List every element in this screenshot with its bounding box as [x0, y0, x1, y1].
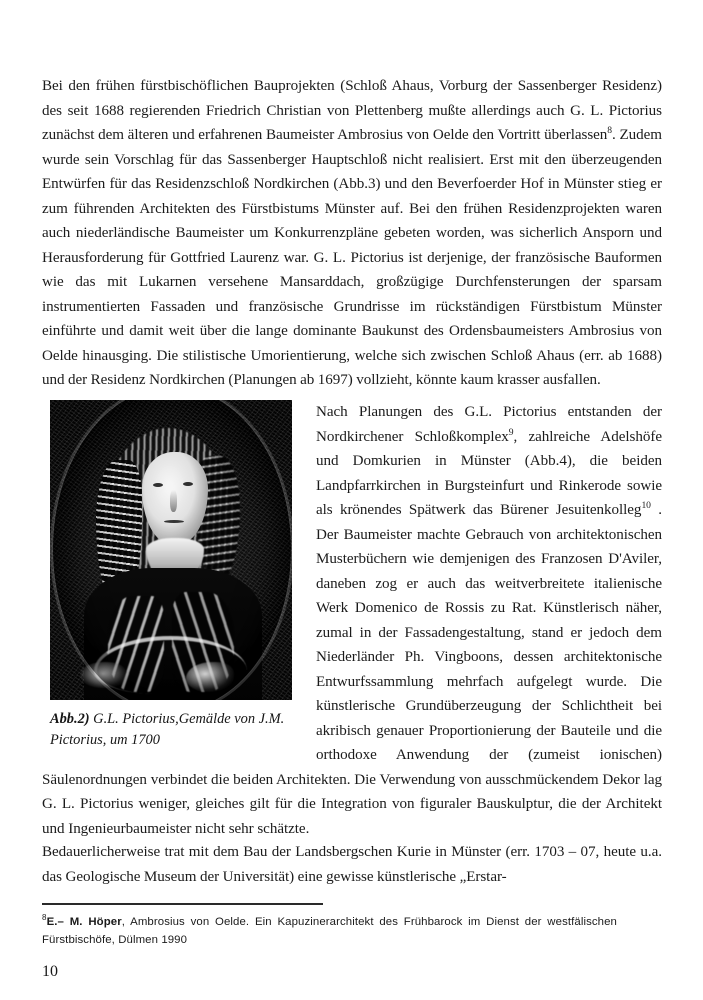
figure-and-text-block [42, 400, 662, 841]
footnote-author: E.– M. Höper [46, 916, 122, 928]
figure-caption-label: Abb.2) [50, 711, 90, 727]
footnote-entry [42, 914, 617, 949]
paragraph-intro-text-part2: . Zudem wurde sein Vorschlag für das Sassenberger Hauptschloß nicht realisiert. Erst mit den überzeugenden Entwürfen für das Residenzschloß Nordkirchen (Abb.3) und den Beverfoerder Hof in Münster stieg er zum führenden Architekten des Fürstbistums Münster auf. Bei den frühen Residenzprojekten waren auch niederländische Baumeister um Konkurrenzpläne gebeten worden, was sicherlich Ansporn und Herausforderung für Gottfried Laurenz war. G. L. Pictorius ist derjenige, der französische Bauformen wie das mit Lukarnen versehene Mansarddach, großzügige Durchfensterungen der sparsam instrumentierten Fassaden und französische Grundrisse im rückständigen Fürstbistum Münster einführte und damit weit über die lange dominante Baukunst des Ordensbaumeisters Ambrosius von Oelde hinausging. Die stilistische Umorientierung, welche sich zwischen Schloß Ahaus (err. ab 1688) und der Residenz Nordkirchen (Planungen ab 1697) vollzieht, könnte kaum krasser ausfallen. [42, 127, 662, 388]
wrap-text-part1: Nach Planungen des G.L. Pictorius entstanden der Nordkirchener Schloßkomplex [316, 404, 662, 445]
wrap-text-part2: , zahlreiche Adelshöfe und Domkurien in Münster (Abb.4), die beiden Landpfarrkirchen in Burgsteinfurt und Rinkerode sowie als krönendes Spätwerk das Bürener Jesuitenkolleg [316, 428, 662, 518]
footnote-marker-8: 8 [42, 913, 47, 923]
figure-caption [50, 709, 296, 751]
paragraph-intro [42, 74, 662, 393]
figure-caption-text: G.L. Pictorius,Gemälde von J.M. Pictorius, um 1700 [50, 711, 285, 748]
footnote-separator-rule [42, 903, 323, 905]
paragraph-intro-text-part1: Bei den frühen fürstbischöflichen Bauprojekten (Schloß Ahaus, Vorburg der Sassenberger Residenz) des seit 1688 regierenden Friedrich Christian von Plettenberg mußte allerdings auch G. L. Pictorius zunächst dem älteren und erfahrenen Baumeister Ambrosius von Oelde den Vortritt überlassen [42, 78, 662, 143]
portrait-image [50, 400, 292, 700]
footnote-reference-10[interactable]: 10 [641, 499, 651, 511]
footnote-citation: , Ambrosius von Oelde. Ein Kapuzinerarchitekt des Frühbarock im Dienst der westfälischen Fürstbischöfe, Dülmen 1990 [42, 916, 617, 946]
footnote-reference-8[interactable]: 8 [607, 124, 613, 136]
oval-frame-border [52, 400, 292, 700]
figure-portrait [50, 400, 300, 751]
paragraph-bedauerlicherweise: Bedauerlicherweise trat mit dem Bau der Landsbergschen Kurie in Münster (err. 1703 – 07, heute u.a. das Geologische Museum der Universität) eine gewisse künstlerische „Erstar- [42, 844, 662, 885]
wrap-text-part3: . Der Baumeister machte Gebrauch von architektonischen Musterbüchern wie demjenigen des Franzosen D'Aviler, daneben zog er auch das weitverbreitete italienische Werk Domenico de Rossis zu Rat. Künstlerisch näher, zumal in der Fassadengestaltung, stand er jedoch dem Niederländer Ph. Vingboons, dessen architektonische Entwurfssammlung mehrfach aufgelegt wurde. Die künstlerische Grundüberzeugung der Schlichtheit bei akribisch genauer Proportionierung der Bauteile und die orthodoxe Anwendung der (zumeist ionischen) Säulenordnungen verbindet die beiden Architekten. Die Verwendung von ausschmückendem Dekor lag G. L. Pictorius weniger, gleiches gilt für die Integration von figuraler Bauskulptur, die der Architekt und Ingenieurbaumeister nicht sehr schätzte. [42, 502, 663, 837]
footnote-block [42, 903, 662, 949]
footnote-reference-9[interactable]: 9 [508, 426, 514, 438]
paragraph-intro-container [42, 74, 662, 393]
paragraph-bedauerlicherweise-container [42, 840, 662, 889]
page-number: 10 [42, 963, 58, 980]
